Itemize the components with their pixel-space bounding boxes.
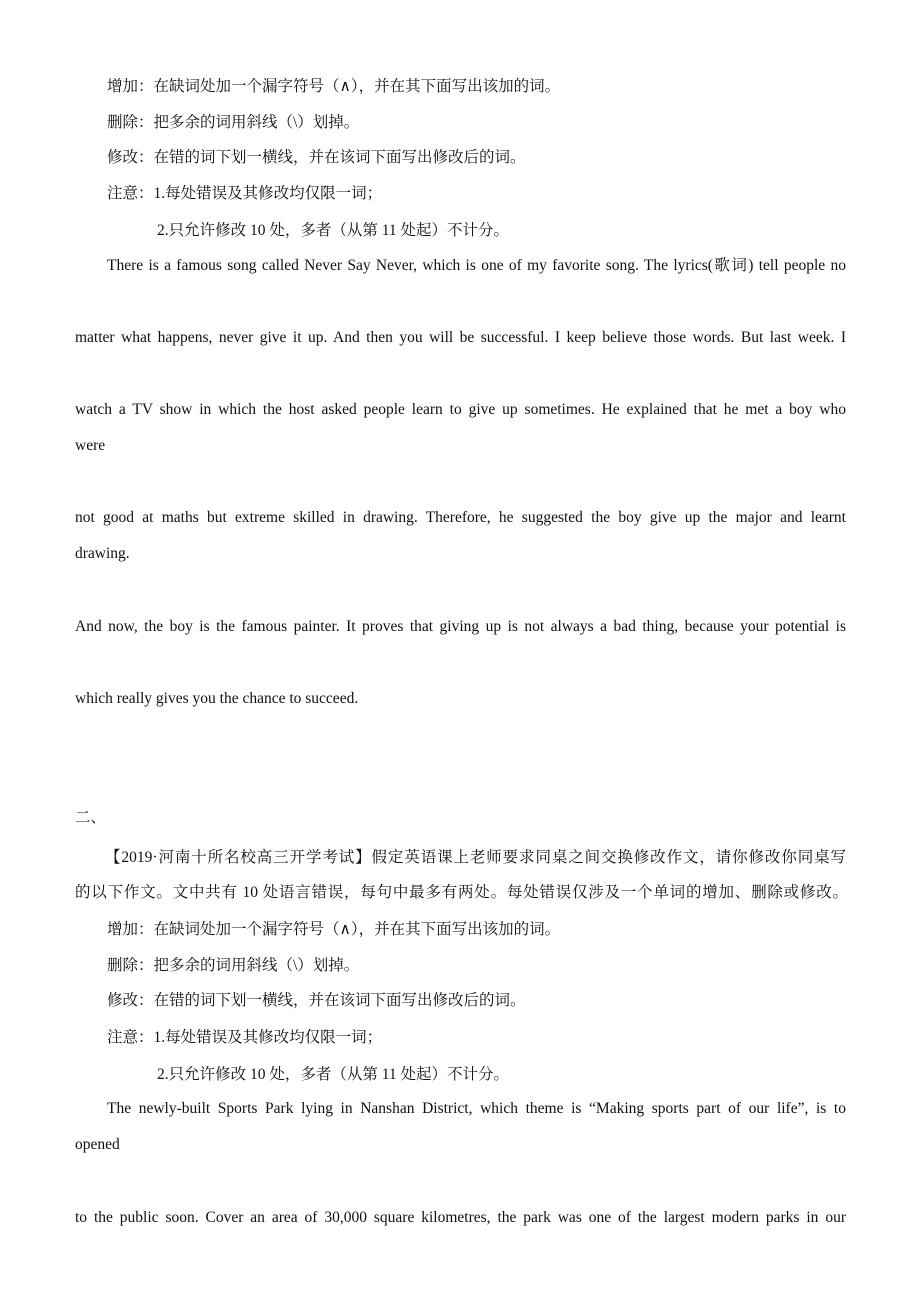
passage-line: drawing. [75,545,130,562]
rule-note2: 2.只允许修改 10 处，多者（从第 11 处起）不计分。 [157,1066,510,1083]
rule-note2: 2.只允许修改 10 处，多者（从第 11 处起）不计分。 [157,222,510,239]
passage-line: opened [75,1136,120,1153]
passage-line: to the public soon. Cover an area of 30,000 square kilometres, the park was one of the largest modern parks in our [75,1209,846,1226]
section-heading: 二、 [75,809,107,826]
passage-line: And now, the boy is the famous painter. It proves that giving up is not always a bad thing, because your potential is [75,618,846,635]
rule-modify: 修改：在错的词下划一横线，并在该词下面写出修改后的词。 [107,149,526,166]
rule-note1: 注意：1.每处错误及其修改均仅限一词； [107,1029,383,1046]
rule-note1: 注意：1.每处错误及其修改均仅限一词； [107,185,383,202]
passage-line: not good at maths but extreme skilled in drawing. Therefore, he suggested the boy give up the major and learnt [75,509,846,526]
passage-line: There is a famous song called Never Say Never, which is one of my favorite song. The lyrics(歌词) tell people no [107,257,846,274]
intro-line: 的以下作文。文中共有 10 处语言错误，每句中最多有两处。每处错误仅涉及一个单词的增加、删除或修改。 [75,884,848,901]
passage-line: which really gives you the chance to succeed. [75,690,359,707]
rule-add: 增加：在缺词处加一个漏字符号（∧），并在其下面写出该加的词。 [107,921,561,938]
rule-delete: 删除：把多余的词用斜线（\）划掉。 [107,957,360,974]
passage-line: were [75,437,106,454]
passage-line: matter what happens, never give it up. And then you will be successful. I keep believe those words. But last week. I [75,329,846,346]
passage-line: watch a TV show in which the host asked people learn to give up sometimes. He explained that he met a boy who [75,401,846,418]
rule-modify: 修改：在错的词下划一横线，并在该词下面写出修改后的词。 [107,992,526,1009]
rule-delete: 删除：把多余的词用斜线（\）划掉。 [107,114,360,131]
rule-add: 增加：在缺词处加一个漏字符号（∧），并在其下面写出该加的词。 [107,78,561,95]
intro-line: 【2019·河南十所名校高三开学考试】假定英语课上老师要求同桌之间交换修改作文，请你修改你同桌写 [105,849,846,866]
passage-line: The newly-built Sports Park lying in Nanshan District, which theme is “Making sports part of our life”, is to [107,1100,846,1117]
